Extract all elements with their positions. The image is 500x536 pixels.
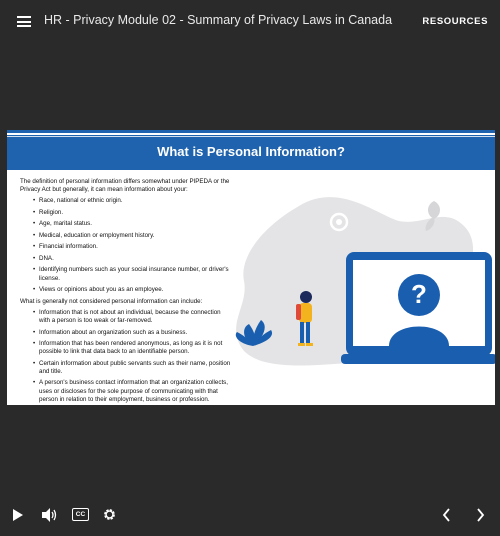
list-item: • A person's business contact information that an organization collects, uses or discloses for the sole purpose of communicating with that person in relation to their employment, business or profession.: [39, 379, 232, 404]
list-item: • Certain information about public servants such as their name, position and title.: [39, 360, 232, 376]
list-item: • DNA.: [39, 255, 232, 263]
illustration: [229, 186, 495, 405]
list-item: • Information that has been rendered anonymous, as long as it is not possible to link that data back to an identifiable person.: [39, 340, 232, 356]
top-bar: [0, 0, 500, 42]
list-item: • Identifying numbers such as your social insurance number, or driver's license.: [39, 266, 232, 282]
slide-content: [20, 178, 232, 405]
hamburger-menu-icon[interactable]: [17, 16, 31, 27]
slide: [7, 130, 495, 405]
player-controls: [0, 496, 500, 536]
captions-button[interactable]: CC: [72, 508, 89, 521]
header-stripe: [7, 133, 495, 135]
gear-icon[interactable]: [103, 508, 116, 521]
list-item: • Medical, education or employment history.: [39, 232, 232, 240]
course-title: HR - Privacy Module 02 - Summary of Privacy Laws in Canada: [44, 13, 393, 27]
not-included-paragraph: What is generally not considered personal information can include:: [20, 297, 203, 305]
chevron-right-icon[interactable]: [476, 508, 485, 522]
list-item: • Financial information.: [39, 243, 232, 251]
slide-title: What is Personal Information?: [157, 144, 345, 159]
excluded-list: [20, 309, 232, 404]
chevron-left-icon[interactable]: [442, 508, 451, 522]
list-item: • Views or opinions about you as an employee.: [39, 286, 232, 294]
list-item: • Religion.: [39, 209, 232, 217]
resources-button[interactable]: RESOURCES: [422, 16, 488, 27]
intro-paragraph: The definition of personal information differs somewhat under PIPEDA or the Privacy Act but generally, it can mean information about your:: [20, 178, 230, 194]
play-icon[interactable]: [13, 509, 23, 521]
laptop-icon: [341, 252, 495, 364]
included-list: [20, 197, 232, 294]
header-stripe: [7, 136, 495, 137]
question-mark-icon: ?: [411, 279, 427, 309]
slide-header: [7, 130, 495, 170]
list-item: • Age, marital status.: [39, 220, 232, 228]
list-item: • Race, national or ethnic origin.: [39, 197, 232, 205]
list-item: • Information about an organization such as a business.: [39, 329, 232, 337]
list-item: • Information that is not about an individual, because the connection with a person is too weak or far-removed.: [39, 309, 232, 325]
volume-icon[interactable]: [42, 508, 57, 522]
